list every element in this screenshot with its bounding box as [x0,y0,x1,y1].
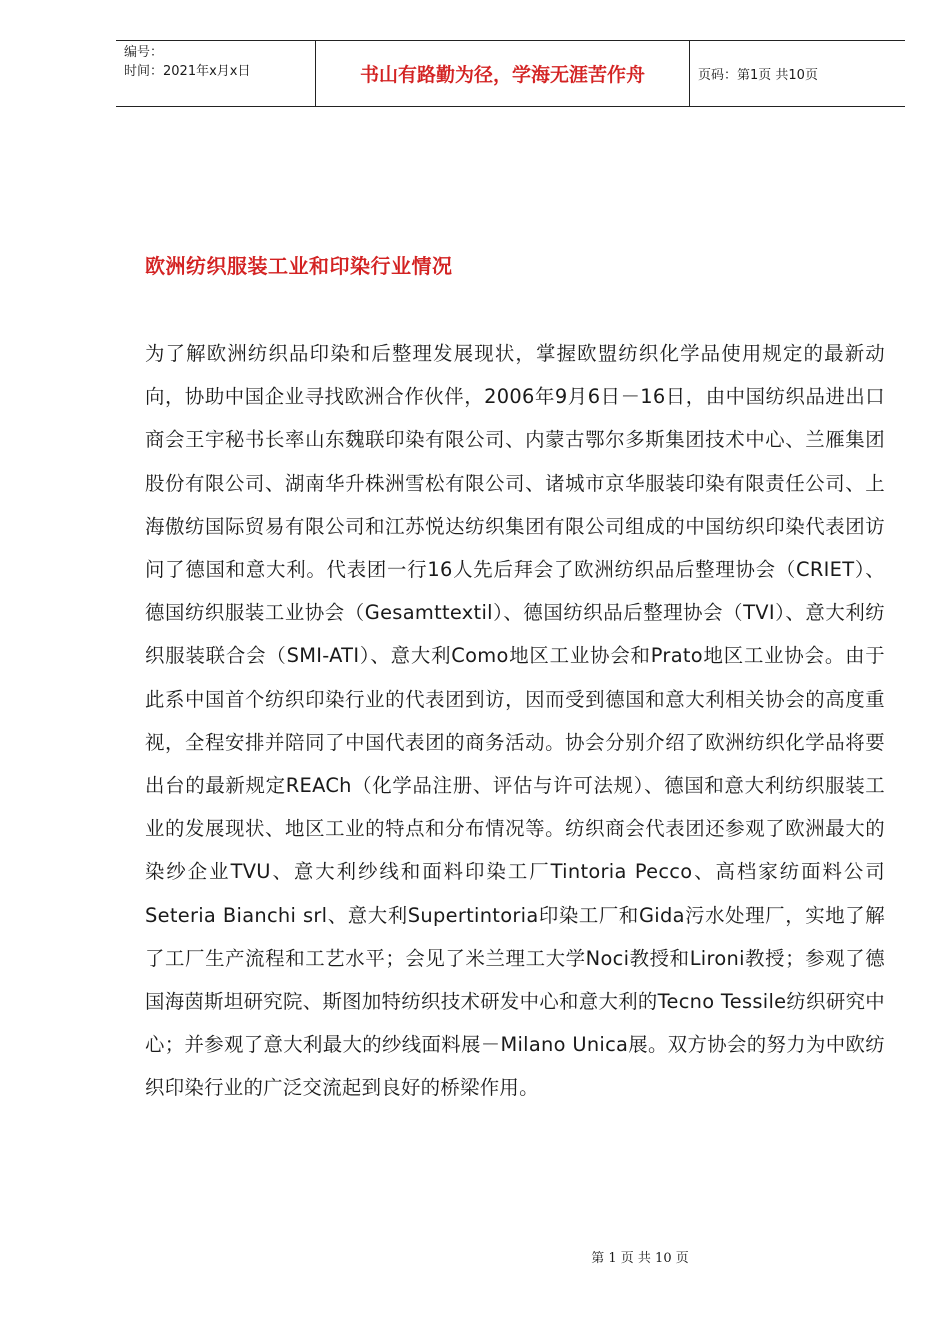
header-meta [116,41,316,106]
page-header [116,40,905,107]
body-paragraph: 为了解欧洲纺织品印染和后整理发展现状，掌握欧盟纺织化学品使用规定的最新动向，协助中国企业寻找欧洲合作伙伴，2006年9月6日－16日，由中国纺织品进出口商会王宇秘书长率山东魏联印染有限公司、内蒙古鄂尔多斯集团技术中心、兰雁集团股份有限公司、湖南华升株洲雪松有限公司、诸城市京华服装印染有限责任公司、上海傲纺国际贸易有限公司和江苏悦达纺织集团有限公司组成的中国纺织印染代表团访问了德国和意大利。代表团一行16人先后拜会了欧洲纺织品后整理协会（CRIET）、德国纺织服装工业协会（Gesamttextil）、德国纺织品后整理协会（TVI）、意大利纺织服装联合会（SMI-ATI）、意大利Como地区工业协会和Prato地区工业协会。由于此系中国首个纺织印染行业的代表团到访，因而受到德国和意大利相关协会的高度重视，全程安排并陪同了中国代表团的商务活动。协会分别介绍了欧洲纺织化学品将要出台的最新规定REACh（化学品注册、评估与许可法规）、德国和意大利纺织服装工业的发展现状、地区工业的特点和分布情况等。纺织商会代表团还参观了欧洲最大的染纱企业TVU、意大利纱线和面料印染工厂Tintoria Pecco、高档家纺面料公司Seteria Bianchi srl、意大利Supertintoria印染工厂和Gida污水处理厂，实地了解了工厂生产流程和工艺水平；会见了米兰理工大学Noci教授和Lironi教授；参观了德国海茵斯坦研究院、斯图加特纺织技术研发中心和意大利的Tecno Tessile纺织研究中心；并参观了意大利最大的纱线面料展－Milano Unica展。双方协会的努力为中欧纺织印染行业的广泛交流起到良好的桥梁作用。 [145,342,885,1100]
document-number: 编号： [124,45,164,60]
document-time: 时间：2021年x月x日 [124,64,251,79]
document-title: 欧洲纺织服装工业和印染行业情况 [145,254,453,278]
header-page-info: 页码：第1页 共10页 [698,68,818,83]
header-motto: 书山有路勤为径，学海无涯苦作舟 [316,41,690,106]
page-footer: 第 1 页 共 10 页 [591,1251,689,1266]
